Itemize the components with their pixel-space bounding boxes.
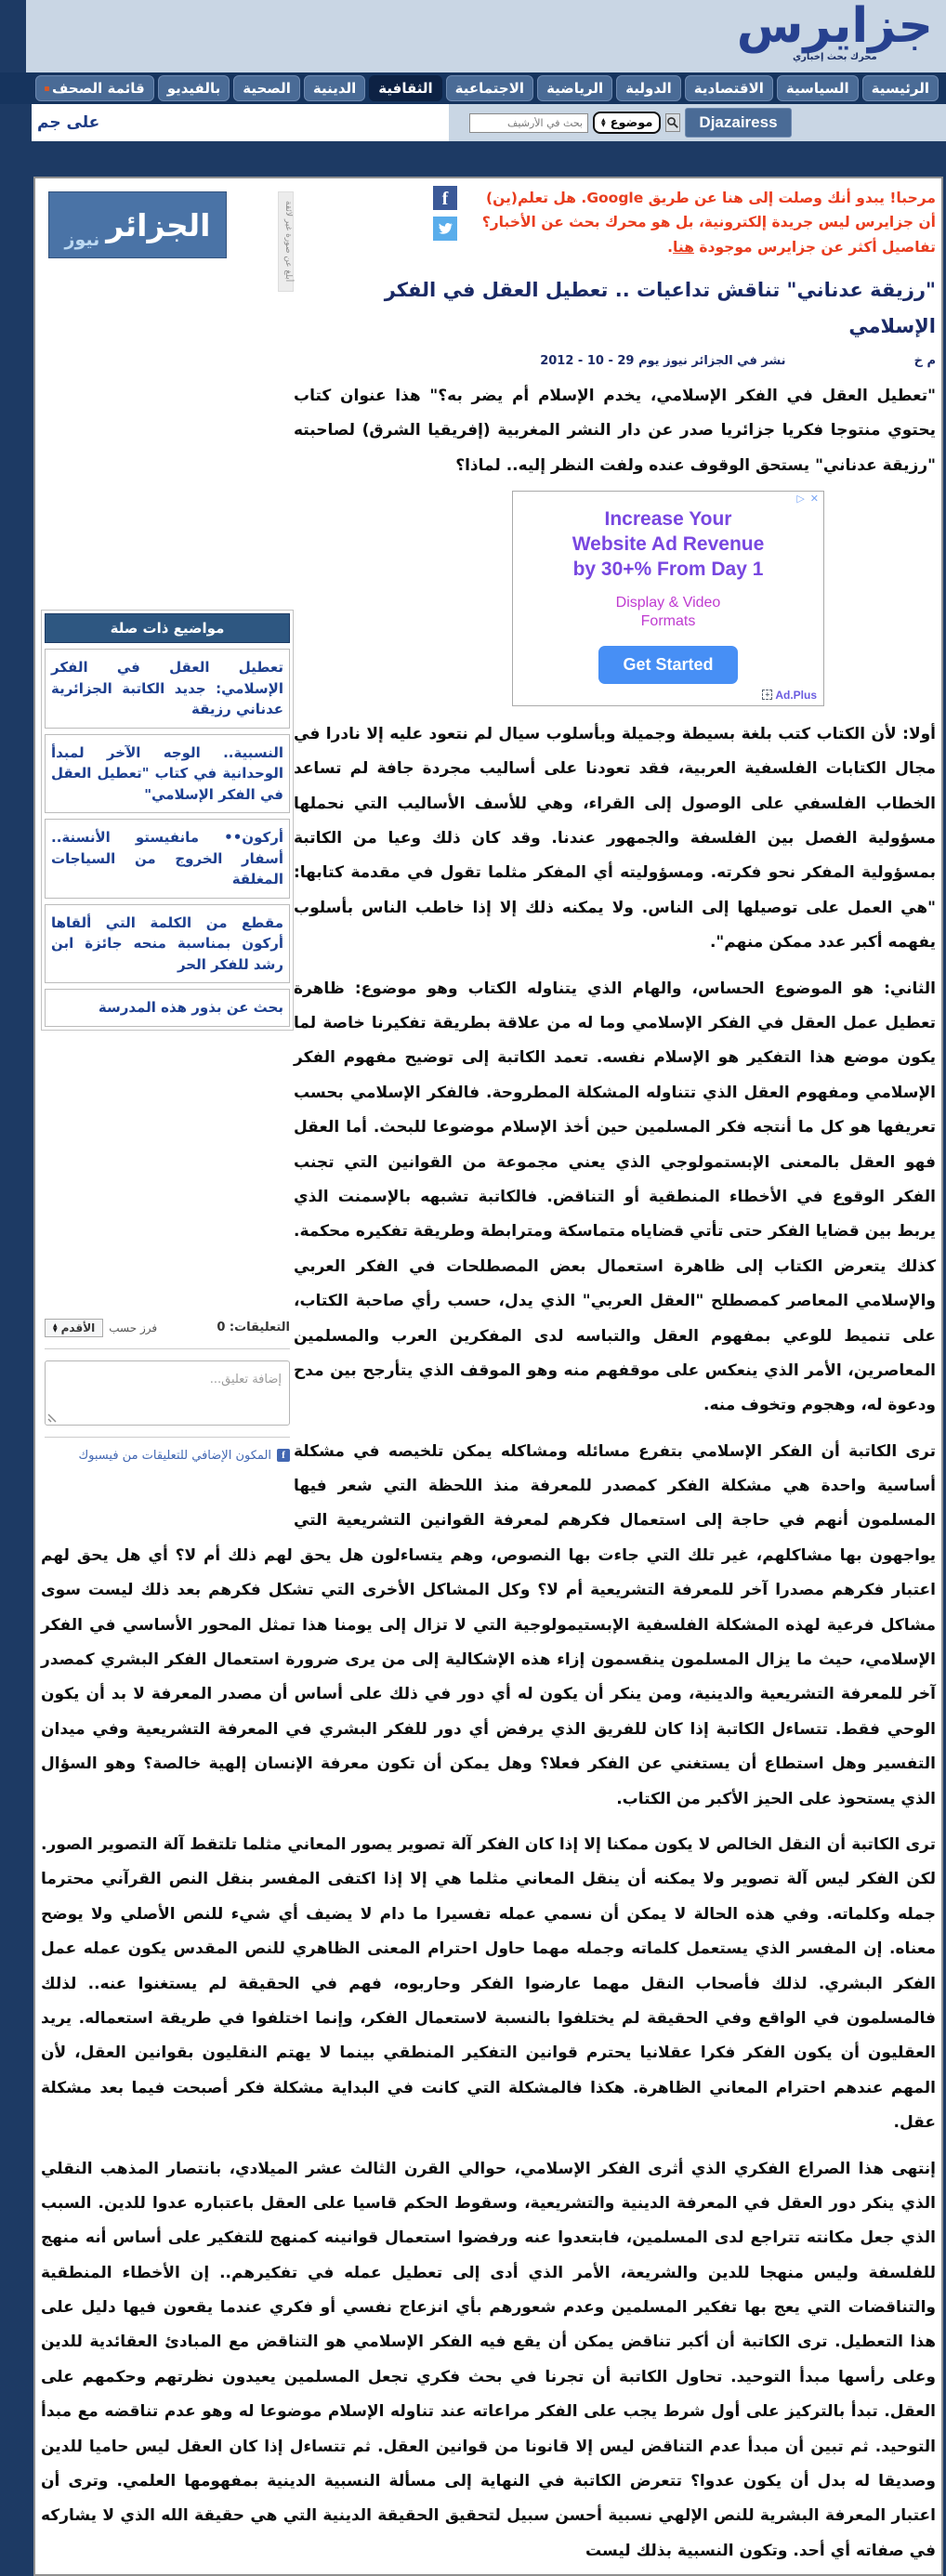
nav-tab-culture-active[interactable] [369, 75, 441, 101]
sort-by-label: فرز حسب [109, 1321, 158, 1334]
search-strip [32, 104, 946, 141]
share-icons [433, 186, 457, 241]
content-box [33, 177, 943, 2576]
ticker-text: على جم [37, 113, 100, 132]
site-logo[interactable] [737, 2, 933, 62]
comments-count [217, 1321, 290, 1334]
ad-brand[interactable] [762, 689, 817, 702]
related-topic-link[interactable]: بحث عن بذور هذه المدرسة [45, 989, 290, 1027]
main-navbar [0, 72, 946, 104]
updown-arrows-icon: ▲ ▼ [53, 1321, 58, 1334]
nav-tab-politics[interactable] [777, 75, 859, 101]
facebook-icon: f [277, 1449, 290, 1462]
adchoices-controls [796, 493, 819, 505]
twitter-share-icon[interactable] [433, 217, 457, 241]
nav-tab-international[interactable] [616, 75, 681, 101]
nav-tab-label: الرياضية [546, 80, 604, 97]
advertisement [512, 491, 824, 706]
nav-tab-social[interactable] [446, 75, 533, 101]
related-topics-box [41, 610, 294, 1031]
new-indicator-dot [45, 86, 49, 91]
adchoices-icon[interactable]: ▷ [796, 493, 805, 505]
sort-order-dropdown[interactable] [45, 1319, 103, 1337]
article-paragraph: ترى الكاتبة أن النقل الخالص لا يكون ممكنا إلا إذا كان الفكر آلة تصوير يصور المعاني مثلما تلتقط آلة التصوير الصور. لكن الفكر ليس آلة تصوير ولا يمكنه أن ينقل المعاني مثلما هي إلا إذا اكتفى المفسر بنقل النص القرآني محترما جمله وكلماته. وفي هذه الحالة لا يمكن أن نسمي عمله تفسيرا ما دام لا يضيف أي شيء للنص الأصلي ولا يوضح معناه. إن المفسر الذي يستعمل كلماته وجمله مهما حاول احترام المعنى الظاهري للنص المقدس يكون عمله عمل الفكر البشري. لذلك فأصحاب النقل مهما عارضوا الفكر وحاربوه، فهم في الحقيقة لم يستغنوا عنه.. لذلك فالمسلمون في الواقع وفي الحقيقة لم يختلفوا بالنسبة لاستعمال الفكر، وإنما اختلفوا في طريقة استعماله. يريد العقليون أن يكون الفكر فكرا عقلانيا يحترم قوانين التفكير المنطقي بينما لا يهتم النقليون بقوانين العقل، لأن المهم عندهم احترام المعاني الظاهرة. هكذا فالمشكلة التي كانت في البداية مشكلة فكر أصبحت فيما بعد مشكلة عقل. [41, 1835, 936, 2133]
comments-count-value: 0 [217, 1321, 226, 1334]
add-comment-input[interactable] [45, 1360, 290, 1426]
search-button[interactable] [665, 113, 680, 132]
nav-tab-newspapers-list[interactable] [35, 75, 154, 101]
nav-tab-sports[interactable] [537, 75, 612, 101]
site-logo-tagline: محرك بحث إخباري [793, 52, 877, 62]
article-paragraph: "تعطيل العقل في الفكر الإسلامي، يخدم الإسلام أم يضر به؟" هذا عنوان كتاب يحتوي منتوجا فكريا جزائريا صدر عن دار النشر المغربية (إفريقيا الشرق) لصاحبته "رزيقة عدناني" يستحق الوقوف عنده ولفت النظر إليه.. لماذا؟ [294, 386, 936, 475]
comments-count-label: التعليقات: [229, 1321, 290, 1334]
ad-close-icon[interactable]: ✕ [809, 493, 819, 505]
nav-tab-label: الاقتصادية [693, 80, 764, 97]
newspaper-logo-sub: نيوز [64, 230, 100, 250]
article-byline [294, 354, 936, 368]
search-icon [666, 116, 679, 129]
nav-tab-video[interactable] [158, 75, 230, 101]
related-topic-link[interactable]: أركون•• مانفيستو الأنسنة.. أسفار الخروج من السياجات المغلقة [45, 819, 290, 899]
article-author: م خ [913, 353, 936, 368]
related-topic-link[interactable]: مقطع من الكلمة التي ألقاها أركون بمناسبة منحه جائزة ابن رشد للفكر الحر [45, 904, 290, 984]
updown-arrows-icon: ▲ ▼ [601, 117, 606, 128]
site-logo-text: جزايرس [736, 0, 933, 54]
nav-tab-economy[interactable] [685, 75, 773, 101]
nav-tab-home[interactable] [862, 75, 939, 101]
nav-tab-label: بالفيديو [166, 80, 221, 97]
welcome-suffix: . [667, 238, 674, 256]
nav-tab-health[interactable] [233, 75, 300, 101]
comments-sort [45, 1319, 157, 1337]
newspaper-logo-main: الجزائر [106, 206, 211, 243]
archive-search-input[interactable] [469, 113, 588, 133]
search-controls [449, 104, 946, 141]
ticker-area [32, 104, 449, 141]
comments-header [45, 1319, 290, 1337]
newspaper-logo[interactable] [48, 191, 227, 258]
top-banner [26, 0, 946, 72]
divider [45, 1348, 290, 1349]
article-title: "رزيقة عدناني" تناقش تداعيات .. تعطيل العقل في الفكر الإسلامي [384, 279, 936, 337]
nav-tab-religion[interactable] [304, 75, 365, 101]
divider [45, 1437, 290, 1438]
related-topic-link[interactable]: تعطيل العقل في الفكر الإسلامي: جديد الكاتبة الجزائرية عدناني رزيقة [45, 649, 290, 729]
ad-get-started-button[interactable]: Get Started [598, 646, 737, 684]
article-paragraph: الثاني: هو الموضوع الحساس، والهام الذي يتناوله الكتاب وهو موضوع: ظاهرة تعطيل عمل العقل في الفكر الإسلامي وما له من علاقة بطريقة تفكيرنا خاصة لما يكون موضع هذا التفكير هو الإسلام نفسه. تعمد الكاتبة إلى توضيح مفهوم الفكر الإسلامي ومفهوم العقل الذي تتناوله المشكلة المطروحة. فالفكر الإسلامي بحسب تعريفها هو كل ما أنتجه فكر المسلمين حين أخذ الإسلام موضوعا للبحث. أما العقل فهو العقل بالمعنى الإبستمولوجي الذي يعني مجموعة من القوانين التي تجنب الفكر الوقوع في الأخطاء المنطقية أو التناقض. فالكاتبة تشبهه بالإسمنت الذي يربط بين قضايا الفكر حتى تأتي قضاياه متماسكة ومترابطة وطريقة تفكيره محكمة. كذلك يتعرض الكتاب إلى ظاهرة استعمال بعض المصطلحات في الفكر العربي والإسلامي المعاصر كمصطلح "العقل العربي" الذي يدل، حسب رأي صاحبة الكتاب، على تنميط للوعي بمفهوم العقل والتباسه لدى المفكرين العرب والمسلمين المعاصرين، الأمر الذي ينعكس على موقفهم منه وهو الموقف الذي يتأرجح بين مدح ودعوة له، وهجوم وتخوف منه. [294, 979, 936, 1415]
related-topics-header: مواضيع ذات صلة [45, 613, 290, 643]
article-paragraph: أولا: لأن الكتاب كتب بلغة بسيطة وجميلة وبأسلوب سيال لم نتعود عليه إلا نادرا في مجال الكتابات الفلسفية العربية، فقد تعودنا على أساليب مجردة جافة لم تساعد الخطاب الفلسفي على الوصول إلى القراء، وهي للأسف الأساليب التي نحملها مسؤولية الفصل بين الفلسفة والجمهور عندنا. وقد كان ذلك وعيا من الكاتبة بمسؤولية المفكر نحو فكرته. ومسؤوليته أي المفكر مثلما تقول في مقدمة كتابها: "هي العمل على توصيلها إلى الناس. ولا يمكنه ذلك إلا إذا خاطب الناس بأسلوب يفهمه أكبر عدد ممكن منهم". [294, 724, 936, 953]
topic-select-dropdown[interactable] [593, 112, 661, 134]
nav-tab-label: الدولية [625, 80, 672, 97]
comments-section [41, 1319, 294, 1463]
adplus-frame-icon: + [762, 690, 772, 700]
nav-tab-label: الرئيسية [871, 80, 929, 97]
topic-select-value: موضوع [610, 115, 653, 130]
nav-tab-label: الدينية [312, 80, 357, 97]
related-topic-link[interactable]: النسبية.. الوجه الآخر لمبدأ الوحدانية في كتاب "تعطيل العقل في الفكر الإسلامي" [45, 734, 290, 814]
facebook-plugin-label: المكون الإضافي للتعليقات من فيسبوك [78, 1448, 271, 1463]
nav-tab-label: الثقافية [378, 80, 433, 97]
sort-order-value: الأقدم [60, 1321, 96, 1334]
article-publish-info: نشر في الجزائر نيوز يوم 29 - 10 - 2012 [540, 353, 786, 368]
article-paragraph: إنتهى هذا الصراع الفكري الذي أثرى الفكر الإسلامي، حوالي القرن الثالث عشر الميلادي، بانتصار المذهب النقلي الذي ينكر دور العقل في المعرفة الدينية والتشريعية، وسقوط الحكم قاسيا على العقل باعتباره عدوا للدين. السبب الذي جعل مكانته تتراجع لدى المسلمين، فابتعدوا عنه ورفضوا استعمال قوانينه كمنهج للتفكير على أساس أنه منهج للفلسفة وليس منهجا للدين والشريعة، الأمر الذي أدى إلى تعطيل عمله في تفكيرهم.. إن الأخطاء المنطقية والتناقضات التي يعج بها تفكير المسلمين وعدم شعورهم بأي انزعاج نفسي أو فكري عندما يقعون فيها دليل على هذا التعطيل. ترى الكاتبة أن أكبر تناقض يمكن أن يقع فيه الفكر الإسلامي هو التناقض مع المبادئ العقائدية للدين وعلى رأسها مبدأ التوحيد. تحاول الكاتبة أن تجرنا في بحث فكري تجعل المسلمين يعيدون نظرتهم وحكمهم على العقل. تبدأ بالتركيز على أول شرط يجب على الفكر مراعاته عند تناوله الإسلام موضوعا له وهو عدم تناقضه مع مبدأ التوحيد. ثم تبين أن مبدأ عدم التناقض ليس إلا قانونا من قوانين العقل. ثم تتساءل إذا كان العقل ليس حاميا للدين وصديقا له بدل أن يكون عدوا؟ تتعرض الكاتبة في النهاية إلى مسألة النسبية الدينية بمفهومها العلمي. وترى أن اعتبار المعرفة البشرية للنص الإلهي نسبية أحسن سبيل لتحقيق الحقيقة الدينية التي هي حقيقة الله الذي لا يشاركه في صفاته أي أحد. وتكون النسبية بذلك ليست [41, 2159, 936, 2560]
comment-placeholder: إضافة تعليق... [209, 1372, 282, 1387]
ad-subline: Display & Video Formats [615, 594, 721, 629]
facebook-share-icon[interactable]: f [433, 186, 457, 210]
twitter-bird-icon [437, 220, 453, 237]
nav-tab-label: قائمة الصحف [52, 80, 145, 97]
nav-tab-label: السياسية [785, 80, 849, 97]
facebook-comments-plugin-link[interactable] [45, 1449, 290, 1463]
nav-tab-label: الصحية [243, 80, 291, 97]
resize-handle-icon[interactable] [48, 1412, 59, 1422]
ad-headline: Increase Your Website Ad Revenue by 30+% From Day 1 [572, 507, 765, 581]
djazairess-button[interactable]: Djazairess [685, 108, 791, 138]
report-inappropriate-image-link[interactable]: أبلغ عن صورة غير لائقة [278, 191, 294, 292]
ad-brand-label: Ad.Plus [775, 688, 817, 702]
article-paragraph: ترى الكاتبة أن الفكر الإسلامي بتفرع مسائله ومشاكله يمكن تلخيصه في مشكلة أساسية واحدة هي مشكلة الفكر كمصدر للمعرفة منذ اللحظة التي شعر فيها المسلمون أنهم في حاجة إلى استعمال فكرهم لمعرفة القوانين التشريعية التي يواجهون بها مشاكلهم، غير تلك التي جاءت بها النصوص، وهم يتساءلون هل يحق لهم ذلك أم لا؟ أي هل يحق لهم اعتبار فكرهم مصدرا آخر للمعرفة التشريعية أم لا؟ وكل المشاكل الأخرى التي تشكل فكرهم بعد ذلك ليست سوى مشاكل فرعية لهذه المشكلة الفلسفية الإبستيمولوجية التي لا تزال إلى يومنا هذا تمثل المحور الأساسي في الفكر الإسلامي، حيث ما يزال المسلمون ينقسمون إزاء هذه الإشكالية إلى من يرى ضرورة استعمال الفكر البشري كمصدر آخر للمعرفة التشريعية والدينية، ومن ينكر أن يكون له أي دور في ذلك على أساس أن مصدر المعرفة لا بد أن يكون الوحي فقط. تتساءل الكاتبة إذا كان للفريق الذي يرفض أي دور للفكر البشري في المعرفة التشريعية وفي ميدان التفسير وهل استطاع أن يستغني عن الفكر فعلا؟ وهل يمكن أن تكون معرفة الإنسان إلهية خالصة؟ وهو السؤال الذي يستحوذ على الحيز الأكبر من الكتاب. [41, 1441, 936, 1808]
nav-tab-label: الاجتماعية [454, 80, 525, 97]
welcome-text: مرحبا! يبدو أنك وصلت إلى هنا عن طريق Google. هل تعلم(ين) أن جزايرس ليس جريدة إلكترونية، بل هو محرك بحث عن الأخبار؟ تفاصيل أكثر عن جزايرس موجودة [481, 190, 936, 256]
welcome-here-link[interactable]: هنا [673, 238, 694, 256]
left-sidebar [41, 184, 294, 1515]
